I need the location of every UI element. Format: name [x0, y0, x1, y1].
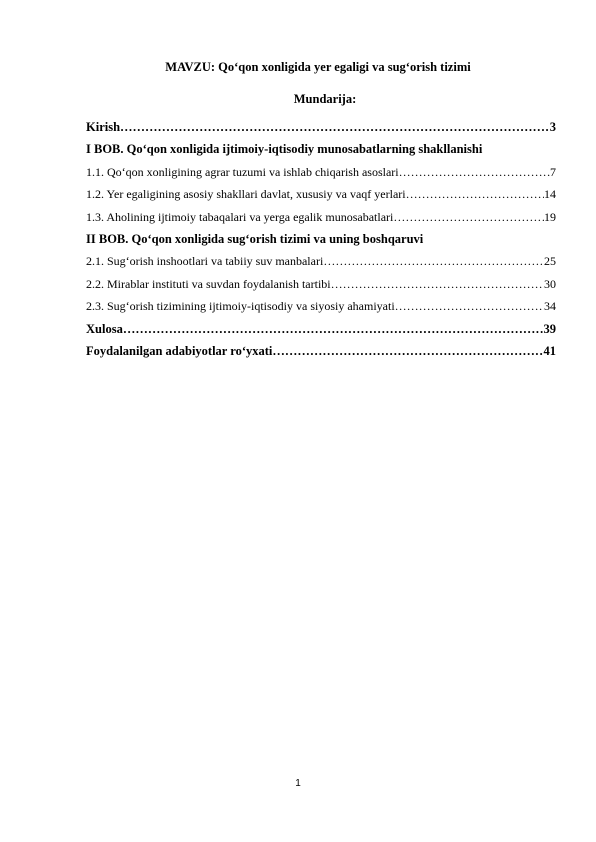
toc-leader-dots [120, 116, 550, 138]
toc-entry-page: 7 [550, 164, 556, 179]
toc-leader-dots [399, 161, 550, 183]
toc-entry-page: 34 [544, 299, 556, 314]
toc-entry-1-3[interactable] [86, 206, 556, 228]
toc-chapter-label: I BOB. Qo‘qon xonligida ijtimoiy-iqtisodiy munosabatlarning shakllanishi [86, 142, 483, 157]
toc-entry-page: 14 [544, 187, 556, 202]
toc-entry-xulosa[interactable] [86, 318, 556, 340]
toc-entry-2-2[interactable] [86, 273, 556, 295]
toc-chapter-label: II BOB. Qo‘qon xonligida sug‘orish tizimi va uning boshqaruvi [86, 231, 424, 246]
toc-leader-dots [323, 250, 544, 272]
toc-entry-page: 3 [549, 120, 556, 134]
toc-leader-dots [406, 183, 544, 205]
toc-leader-dots [393, 206, 544, 228]
toc-leader-dots [331, 273, 544, 295]
toc-leader-dots [272, 340, 543, 362]
toc-chapter-2-heading[interactable] [86, 228, 556, 250]
toc-entry-page: 19 [544, 209, 556, 224]
toc-entry-label: Xulosa [86, 321, 123, 336]
toc-chapter-1-heading[interactable] [86, 138, 556, 160]
page-number: 1 [295, 778, 301, 789]
toc-leader-dots [123, 318, 544, 340]
toc-entry-kirish[interactable] [86, 116, 556, 138]
toc-entry-label: 1.2. Yer egaligining asosiy shakllari davlat, xususiy va vaqf yerlari [86, 187, 406, 202]
toc-entry-page: 25 [544, 254, 556, 269]
toc-entry-page: 41 [543, 343, 556, 358]
toc-entry-1-2[interactable] [86, 183, 556, 205]
toc-entry-label: Kirish [86, 120, 121, 134]
toc-entry-label: 1.1. Qo‘qon xonligining agrar tuzumi va ishlab chiqarish asoslari [86, 164, 399, 179]
toc-entry-label: 2.3. Sug‘orish tizimining ijtimoiy-iqtisodiy va siyosiy ahamiyati [86, 299, 395, 314]
toc-heading: Mundarija: [293, 92, 357, 106]
toc-entry-adabiyotlar[interactable] [86, 340, 556, 362]
toc-entry-1-1[interactable] [86, 161, 556, 183]
toc-entry-label: 2.1. Sug‘orish inshootlari va tabiiy suv manbalari [86, 254, 324, 269]
toc-entry-2-1[interactable] [86, 250, 556, 272]
toc-entry-2-3[interactable] [86, 295, 556, 317]
toc-leader-dots [395, 295, 544, 317]
toc-entry-page: 39 [543, 321, 556, 336]
document-title: MAVZU: Qo‘qon xonligida yer egaligi va sug‘orish tizimi [165, 60, 471, 74]
toc-entry-label: 1.3. Aholining ijtimoiy tabaqalari va yerga egalik munosabatlari [86, 209, 394, 224]
table-of-contents [86, 116, 556, 362]
toc-entry-label: Foydalanilgan adabiyotlar ro‘yxati [86, 343, 273, 358]
toc-entry-label: 2.2. Mirablar instituti va suvdan foydalanish tartibi [86, 276, 331, 291]
toc-entry-page: 30 [544, 276, 556, 291]
